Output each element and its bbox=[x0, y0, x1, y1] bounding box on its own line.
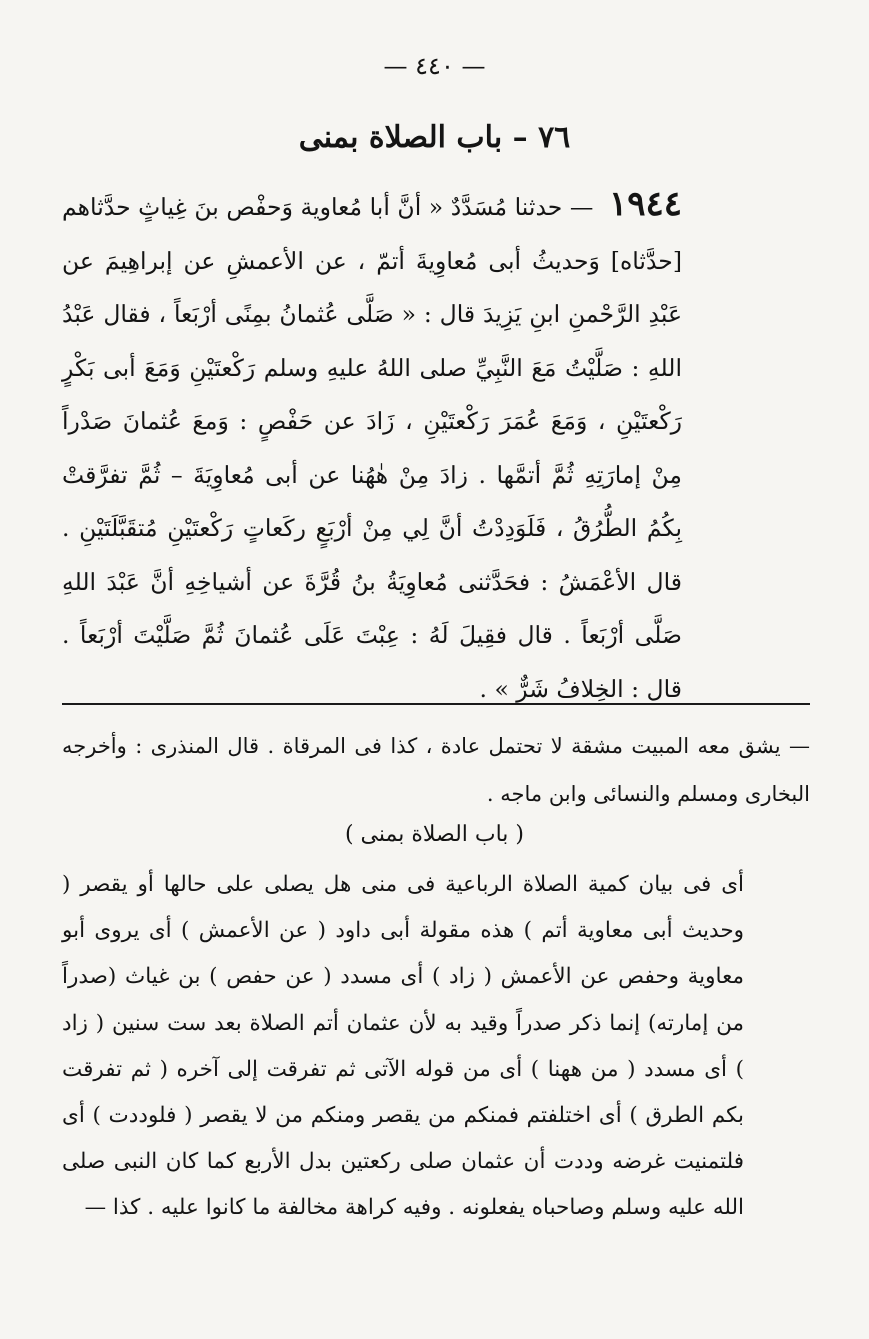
footnote-continuation: — يشق معه المبيت مشقة لا تحتمل عادة ، كذا فى المرقاة . قال المنذرى : وأخرجه البخارى ومسلم والنسائى وابن ماجه . bbox=[62, 734, 810, 806]
hadith-block bbox=[62, 178, 682, 716]
footnote-divider bbox=[62, 703, 810, 705]
hadith-number: ١٩٤٤ bbox=[608, 184, 682, 224]
commentary-text: أى فى بيان كمية الصلاة الرباعية فى منى هل يصلى على حالها أو يقصر ( وحديث أبى معاوية أتم ) هذه مقولة أبى داود ( عن الأعمش ) أى يروى أبو معاوية وحفص عن الأعمش ( زاد ) أى مسدد ( عن حفص ) بن غياث (صدراً من إمارته) إنما ذكر صدراً وقيد به لأن عثمان أتم الصلاة بعد ست سنين ( زاد ) أى مسدد ( من ههنا ) أى من قوله الآتى ثم تفرقت إلى آخره ( ثم تفرقت بكم الطرق ) أى اختلفتم فمنكم من يقصر ومنكم من لا يقصر ( فلوددت ) أى فلتمنيت غرضه وددت أن عثمان صلى ركعتين بدل الأربع كما كان النبى صلى الله عليه وسلم وصاحباه يفعلونه . وفيه كراهة مخالفة ما كانوا عليه . كذا — bbox=[62, 872, 744, 1221]
hadith-text: — حدثنا مُسَدَّدٌ « أنَّ أبا مُعاوية وَحفْص بنَ غِياثٍ حدَّثاهم [حدَّثاه] وَحديثُ أبى مُعاوِيةَ أتمّ ، عن الأعمشِ عن إبراهِيمَ عن عَبْدِ الرَّحْمنِ ابنِ يَزِيدَ قال : « صَلَّى عُثمانُ بمِنًى أرْبَعاً ، فقال عَبْدُ اللهِ : صَلَّيْتُ مَعَ النَّبِيِّ صلى اللهُ عليهِ وسلم رَكْعتَيْنِ وَمَعَ أبى بَكْرٍ رَكْعتَيْنِ ، وَمَعَ عُمَرَ رَكْعتَيْنِ ، زَادَ عن حَفْصٍ : وَمعَ عُثمانَ صَدْراً مِنْ إمارَتِهِ ثُمَّ أتمَّها . زادَ مِنْ هٰهُنا عن أبى مُعاوِيَةَ – ثُمَّ تفرَّقتْ بِكُمُ الطُّرُقُ ، فَلَوَدِدْتُ أنَّ لِي مِنْ أرْبَعٍ ركَعاتٍ رَكْعتَيْنِ مُتقَبَّلَتَيْنِ . قال الأعْمَشُ : فحَدَّثنى مُعاوِيَةُ بنُ قُرَّةَ عن أشياخِهِ أنَّ عَبْدَ اللهِ صَلَّى أرْبَعاً . قال فقِيلَ لَهُ : عِبْتَ عَلَى عُثمانَ ثُمَّ صَلَّيْتَ أرْبَعاً . قال : الخِلافُ شَرٌّ » . bbox=[62, 193, 682, 703]
page-number: — ٤٤٠ — bbox=[383, 52, 486, 80]
commentary-heading: ( باب الصلاة بمنى ) bbox=[344, 822, 525, 847]
chapter-title: ٧٦ – باب الصلاة بمنى bbox=[298, 120, 571, 155]
